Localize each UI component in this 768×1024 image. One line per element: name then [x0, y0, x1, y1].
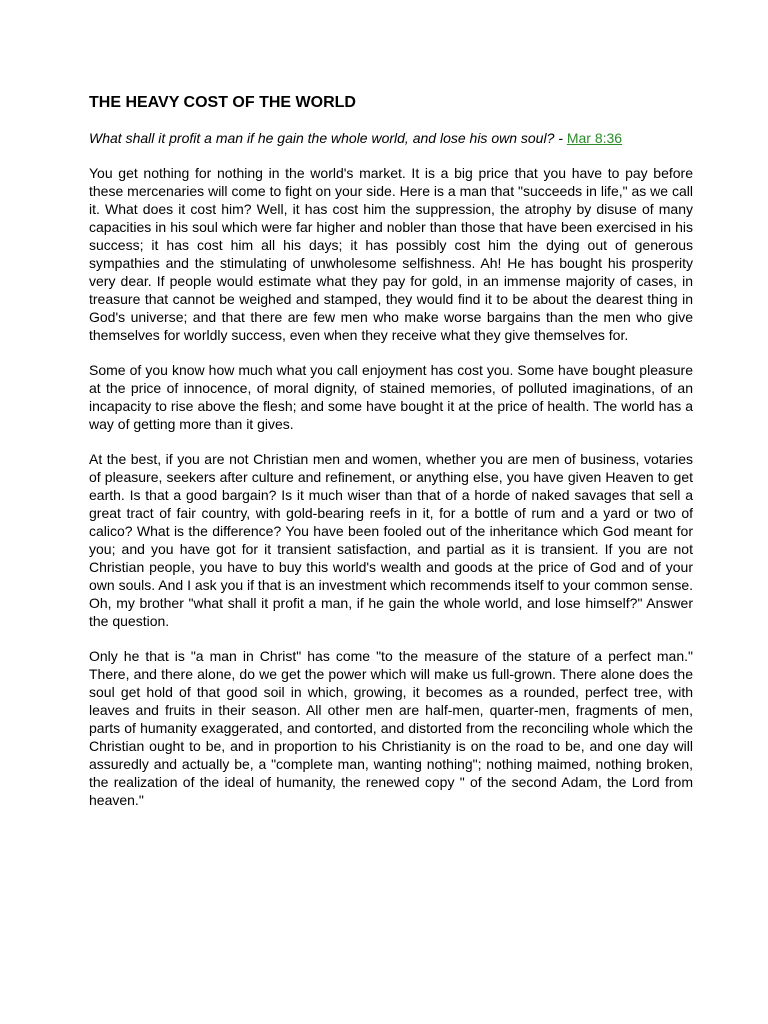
paragraph-4: Only he that is "a man in Christ" has come "to the measure of the stature of a perfect man." There, and there alone, do we get the power which will make us full-grown. There alone does the soul get hold of that good soil in which, growing, it becomes as a rounded, perfect tree, with leaves and fruits in their season. All other men are half-men, quarter-men, fragments of men, parts of humanity exaggerated, and contorted, and distorted from the reconciling whole which the Christian ought to be, and in proportion to his Christianity is on the road to be, and one day will assuredly and actually be, a "complete man, wanting nothing"; nothing maimed, nothing broken, the realization of the ideal of humanity, the renewed copy " of the second Adam, the Lord from heaven." [89, 648, 693, 808]
paragraph-1: You get nothing for nothing in the world's market. It is a big price that you have to pay before these mercenaries will come to fight on your side. Here is a man that "succeeds in life," as we call it. What does it cost him? Well, it has cost him the suppression, the atrophy by disuse of many capacities in his soul which were far higher and nobler than those that have been exercised in his success; it has cost him all his days; it has possibly cost him the dying out of generous sympathies and the stimulating of unwholesome selfishness. Ah! He has bought his prosperity very dear. If people would estimate what they pay for gold, in an immense majority of cases, in treasure that cannot be weighed and stamped, they would find it to be about the dearest thing in God's universe; and that there are few men who make worse bargains than the men who give themselves for worldly success, even when they receive what they give themselves for. [89, 165, 693, 343]
document-title: THE HEAVY COST OF THE WORLD [89, 94, 356, 111]
epigraph [89, 129, 693, 147]
paragraph-2: Some of you know how much what you call enjoyment has cost you. Some have bought pleasure at the price of innocence, of moral dignity, of stained memories, of polluted imaginations, of an incapacity to rise above the flesh; and some have bought it at the price of health. The world has a way of getting more than it gives. [89, 362, 693, 432]
scripture-reference-link[interactable]: Mar 8:36 [566, 130, 623, 146]
document-page [89, 93, 693, 826]
epigraph-text: What shall it profit a man if he gain the whole world, and lose his own soul? - [89, 130, 567, 146]
paragraph-3: At the best, if you are not Christian men and women, whether you are men of business, votaries of pleasure, seekers after culture and refinement, or anything else, you have given Heaven to get earth. Is that a good bargain? Is it much wiser than that of a horde of naked savages that sell a great tract of fair country, with gold-bearing reefs in it, for a bottle of rum and a yard or two of calico? What is the difference? You have been fooled out of the inheritance which God meant for you; and you have got for it transient satisfaction, and partial as it is transient. If you are not Christian people, you have to buy this world's wealth and goods at the price of God and of your own souls. And I ask you if that is an investment which recommends itself to your common sense. Oh, my brother "what shall it profit a man, if he gain the whole world, and lose himself?" Answer the question. [89, 451, 693, 629]
